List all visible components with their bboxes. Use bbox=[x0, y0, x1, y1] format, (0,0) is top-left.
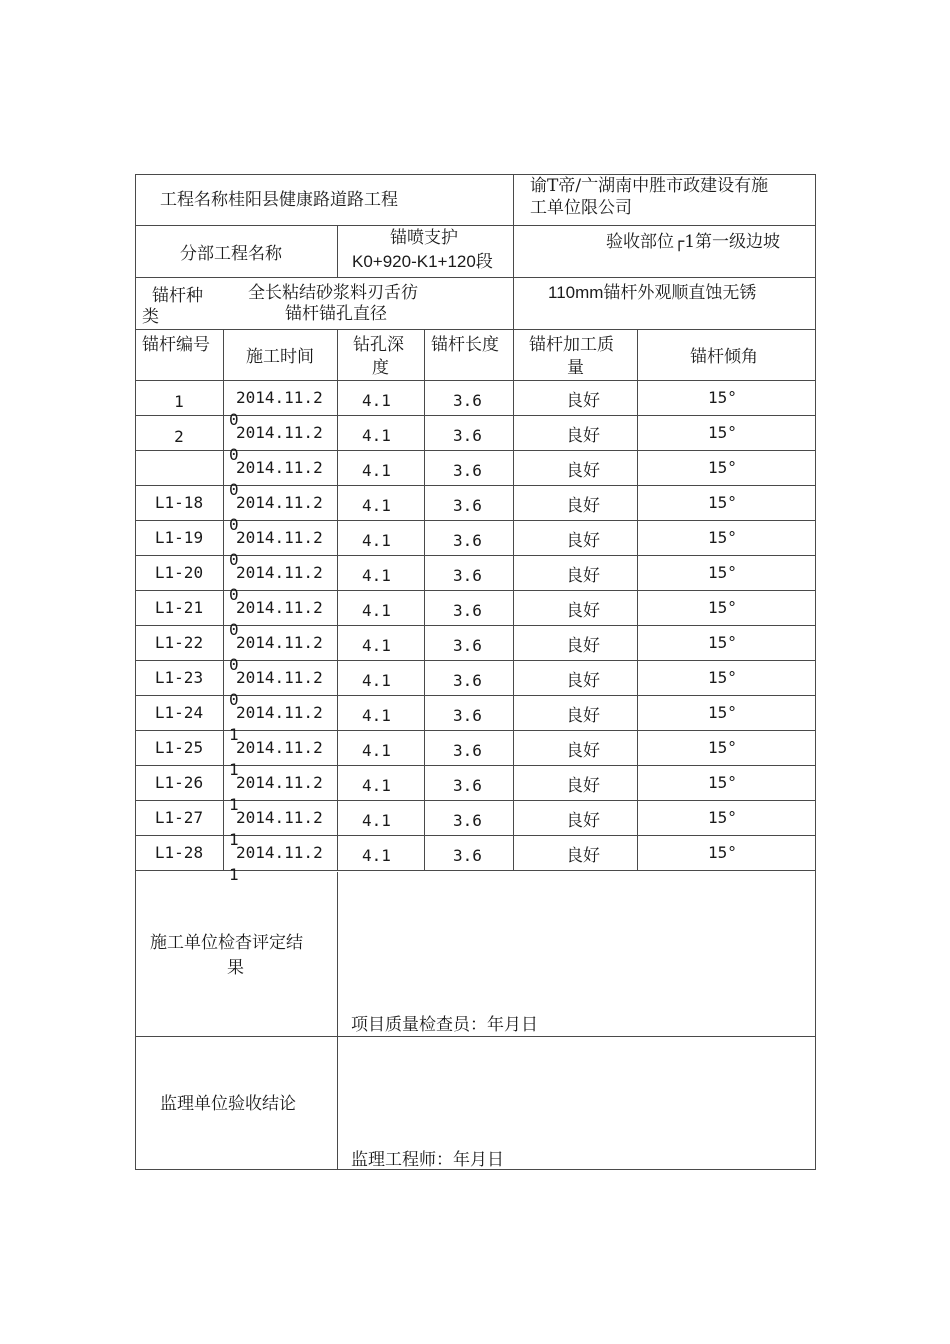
row-id: L1-20 bbox=[154, 563, 204, 582]
row-depth: 4.1 bbox=[362, 601, 391, 620]
row-angle: 15° bbox=[708, 598, 737, 617]
row-date: 2014.11.2 bbox=[236, 493, 323, 512]
row-depth: 4.1 bbox=[362, 636, 391, 655]
project-name: 工程名称桂阳县健康路道路工程 bbox=[160, 190, 398, 210]
row-date-cell bbox=[229, 737, 334, 779]
row-date-wrap: 1 bbox=[229, 760, 239, 779]
row-date-cell bbox=[229, 842, 334, 884]
construction-evaluation-label-line2: 果 bbox=[227, 958, 244, 978]
row-id: L1-22 bbox=[154, 633, 204, 652]
row-length: 3.6 bbox=[453, 601, 482, 620]
row-date-wrap: 0 bbox=[229, 690, 239, 709]
row-date-wrap: 0 bbox=[229, 550, 239, 569]
row-date: 2014.11.2 bbox=[236, 563, 323, 582]
row-angle: 15° bbox=[708, 703, 737, 722]
row-date-cell bbox=[229, 597, 334, 639]
row-length: 3.6 bbox=[453, 531, 482, 550]
row-angle: 15° bbox=[708, 458, 737, 477]
row-quality: 良好 bbox=[566, 531, 600, 551]
row-angle: 15° bbox=[708, 633, 737, 652]
row-quality: 良好 bbox=[566, 671, 600, 691]
row-depth: 4.1 bbox=[362, 776, 391, 795]
row-date: 2014.11.2 bbox=[236, 633, 323, 652]
row-date-wrap: 0 bbox=[229, 655, 239, 674]
row-length: 3.6 bbox=[453, 636, 482, 655]
row-date-cell bbox=[229, 457, 334, 499]
col-header-depth-line1: 钻孔深 bbox=[353, 335, 404, 355]
row-date-cell bbox=[229, 807, 334, 849]
row-date-cell bbox=[229, 387, 334, 429]
row-angle: 15° bbox=[708, 493, 737, 512]
row-date-cell bbox=[229, 492, 334, 534]
row-date: 2014.11.2 bbox=[236, 773, 323, 792]
row-date-wrap: 0 bbox=[229, 585, 239, 604]
row-length: 3.6 bbox=[453, 461, 482, 480]
row-depth: 4.1 bbox=[362, 391, 391, 410]
construction-evaluation-label-line1: 施工单位检杳评定结 bbox=[150, 933, 303, 953]
sub-project-value-line2: K0+920-K1+120段 bbox=[352, 252, 493, 271]
row-date-wrap: 1 bbox=[229, 865, 239, 884]
row-quality: 良好 bbox=[566, 461, 600, 481]
row-id: L1-25 bbox=[154, 738, 204, 757]
row-quality: 良好 bbox=[566, 636, 600, 656]
row-depth: 4.1 bbox=[362, 706, 391, 725]
row-angle: 15° bbox=[708, 738, 737, 757]
row-date-cell bbox=[229, 527, 334, 569]
sub-project-value-line1: 锚喷支护 bbox=[390, 228, 458, 248]
row-depth: 4.1 bbox=[362, 741, 391, 760]
row-date-wrap: 1 bbox=[229, 830, 239, 849]
row-date: 2014.11.2 bbox=[236, 458, 323, 477]
row-quality: 良好 bbox=[566, 706, 600, 726]
row-date-wrap: 1 bbox=[229, 795, 239, 814]
anchor-type-label-line1: 锚杆种 bbox=[152, 286, 203, 306]
row-date: 2014.11.2 bbox=[236, 738, 323, 757]
construction-unit-line2: 工单位限公司 bbox=[530, 198, 632, 218]
col-header-time: 施工时间 bbox=[246, 347, 314, 367]
row-depth: 4.1 bbox=[362, 426, 391, 445]
row-date: 2014.11.2 bbox=[236, 528, 323, 547]
row-length: 3.6 bbox=[453, 811, 482, 830]
row-length: 3.6 bbox=[453, 741, 482, 760]
row-depth: 4.1 bbox=[362, 496, 391, 515]
row-id: L1-24 bbox=[154, 703, 204, 722]
row-date-cell bbox=[229, 667, 334, 709]
hole-diameter-label: 锚杆锚孔直径 bbox=[285, 304, 387, 324]
col-header-quality-line2: 量 bbox=[567, 358, 584, 378]
quality-inspector-signature: 项目质量检查员：年月日 bbox=[351, 1015, 538, 1035]
col-header-quality-line1: 锚杆加工质 bbox=[529, 335, 614, 355]
row-quality: 良好 bbox=[566, 496, 600, 516]
hole-diameter-value: 110mm锚杆外观顺直蚀无锈 bbox=[548, 283, 757, 302]
row-angle: 15° bbox=[708, 808, 737, 827]
col-header-length: 锚杆长度 bbox=[431, 335, 499, 355]
row-date: 2014.11.2 bbox=[236, 388, 323, 407]
row-depth: 4.1 bbox=[362, 671, 391, 690]
row-depth: 4.1 bbox=[362, 811, 391, 830]
row-length: 3.6 bbox=[453, 566, 482, 585]
col-header-angle: 锚杆倾角 bbox=[690, 347, 758, 367]
row-date-wrap: 1 bbox=[229, 725, 239, 744]
row-date-wrap: 0 bbox=[229, 410, 239, 429]
row-quality: 良好 bbox=[566, 601, 600, 621]
acceptance-location: 验收部位┌1第一级边坡 bbox=[606, 232, 781, 252]
row-id: L1-27 bbox=[154, 808, 204, 827]
row-depth: 4.1 bbox=[362, 846, 391, 865]
row-quality: 良好 bbox=[566, 566, 600, 586]
row-length: 3.6 bbox=[453, 496, 482, 515]
row-id: L1-23 bbox=[154, 668, 204, 687]
row-date-wrap: 0 bbox=[229, 480, 239, 499]
row-date-cell bbox=[229, 772, 334, 814]
row-angle: 15° bbox=[708, 668, 737, 687]
row-angle: 15° bbox=[708, 843, 737, 862]
row-date-cell bbox=[229, 422, 334, 464]
supervision-conclusion-label: 监理单位验收结论 bbox=[160, 1094, 296, 1114]
supervising-engineer-signature: 监理工程师：年月日 bbox=[351, 1150, 504, 1170]
col-header-depth-line2: 度 bbox=[372, 358, 389, 378]
row-id: L1-26 bbox=[154, 773, 204, 792]
row-date-cell bbox=[229, 562, 334, 604]
row-date-wrap: 0 bbox=[229, 445, 239, 464]
row-date: 2014.11.2 bbox=[236, 423, 323, 442]
row-length: 3.6 bbox=[453, 391, 482, 410]
row-date-cell bbox=[229, 632, 334, 674]
row-quality: 良好 bbox=[566, 426, 600, 446]
row-date: 2014.11.2 bbox=[236, 843, 323, 862]
row-id: L1-21 bbox=[154, 598, 204, 617]
row-date-wrap: 0 bbox=[229, 515, 239, 534]
row-angle: 15° bbox=[708, 423, 737, 442]
row-date: 2014.11.2 bbox=[236, 703, 323, 722]
row-angle: 15° bbox=[708, 388, 737, 407]
row-id: 1 bbox=[174, 392, 184, 411]
row-date-cell bbox=[229, 702, 334, 744]
row-length: 3.6 bbox=[453, 426, 482, 445]
row-id: L1-28 bbox=[154, 843, 204, 862]
row-date: 2014.11.2 bbox=[236, 808, 323, 827]
row-angle: 15° bbox=[708, 528, 737, 547]
row-quality: 良好 bbox=[566, 846, 600, 866]
row-depth: 4.1 bbox=[362, 531, 391, 550]
row-depth: 4.1 bbox=[362, 566, 391, 585]
construction-unit-line1: 谕T帝/亠湖南中胜市政建设有施 bbox=[530, 176, 769, 196]
row-length: 3.6 bbox=[453, 776, 482, 795]
col-header-id: 锚杆编号 bbox=[142, 335, 210, 355]
row-id: 2 bbox=[174, 427, 184, 446]
row-quality: 良好 bbox=[566, 811, 600, 831]
row-length: 3.6 bbox=[453, 846, 482, 865]
sub-project-label: 分部工程名称 bbox=[180, 244, 282, 264]
row-angle: 15° bbox=[708, 563, 737, 582]
row-id: L1-18 bbox=[154, 493, 204, 512]
row-quality: 良好 bbox=[566, 776, 600, 796]
row-length: 3.6 bbox=[453, 706, 482, 725]
anchor-type-value: 全长粘结砂浆料刃舌彷 bbox=[248, 283, 418, 303]
row-date-wrap: 0 bbox=[229, 620, 239, 639]
anchor-type-label-line2: 类 bbox=[142, 307, 159, 327]
row-length: 3.6 bbox=[453, 671, 482, 690]
row-quality: 良好 bbox=[566, 391, 600, 411]
row-date: 2014.11.2 bbox=[236, 598, 323, 617]
row-quality: 良好 bbox=[566, 741, 600, 761]
row-depth: 4.1 bbox=[362, 461, 391, 480]
row-angle: 15° bbox=[708, 773, 737, 792]
row-id: L1-19 bbox=[154, 528, 204, 547]
row-date: 2014.11.2 bbox=[236, 668, 323, 687]
